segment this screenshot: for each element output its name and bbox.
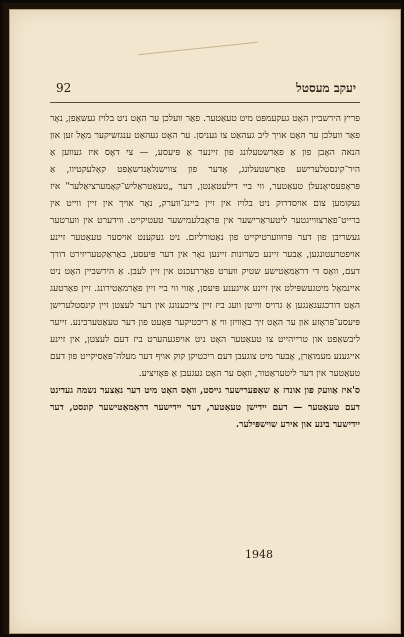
paragraph-main: פריץ הירשביין האָט געקעמפּט מיט טעאַטער. פאַר וועלכן ער האָט ניט בלויז געשאַפן, נאָר פאַר וועלכן ער האָט אויך ליב געהאַט צו געניסן. ער האָט געהאַט ענגזשיקער מאָל זען און הנאה האָבן פון אַ פאַרשטעלונג פון זיינער אַ פּיעסע, — צי דאָס איז געווען אַ היר־קינסטלערישע פאַרשטעלונג, אָדער פון צווישנלאַנדשאַפט קאָלעקטיוו, אַ פּראָפעסיאָנעלן טעאַטער, ווי ביי דילעטאַנטן, דער „טעאַטראַליש־קאָמערציאַלער" איז געקומען צום אויסדרוק ניט בלויז אין זיין ביינג־ווערק, נאָר אויך אין זיין ווייט אין ברייט־פאַרצווייגטער ליטעראַרישער אין פּראָבלעמישער טעטיקייט. ווידערט אין ווערטער געשריבן פון דער פּרוּווערטיקייט פון נאַטורליזם. ניט געקענט אויסער טעאַטער זיינע אויפטרעטונגען, אַבער זיינע כשרונות זיינען נאָר אין דער פּיעסע, באַראַקטעריזירט דורך דעם, וואָס די דראַמאַטישע שטיק ווערט פאַררעכנט אין זיין לעבן. אַ הירשביין האָט ניט איינמאָל מיטגעשפּילט אין זיינע אייגענע פּיעסן, אַזוי ווי ביי זיין פאַרמאַטירונג. זיין פאַרטעג האָט דורכגעגאַנגען אַ גרויס ווייטן וועג ביז זיין צייכענונג אין דער לעצטן זיין קינסטלערישן פּיעסע־פּראָזע און ער האָט זיך באַוויזן ווי אַ ריכטיקער פּאָעט פון דער טעאַטערבינע. זייער ליבשאַפט און טרייהייט צו טעאַטער האָט ניט אויפגעהערט ביז דעם לעצטן, אין זיינע אייגענע מעמואַרן, אָבער מיט צוגעבן דעם ריכטיקן קוק אויף דער מעלה־פּאַסיקייט פון דעם טעאַטער אין דער ליטעראַטור, וואָס ער האָט געגעבן אַ פּאָזיציע.: [50, 114, 360, 379]
body-text: [50, 111, 360, 434]
header-rule: [50, 102, 360, 103]
book-page: [9, 9, 401, 634]
page-header: [50, 81, 360, 99]
running-head: יעקב מעסטל: [296, 81, 356, 95]
paragraph-closing: ס'איז אַוועק פון אונדז אַ שאַפערישער גייסט, וואָס האָט מיט דער נאַצער נשמה געדינט דעם טעאַטער — דעם יידישן טעאַטער, דער יידישער דראַמאַטישער קונסט, דער יידישער בינע און אירע שוישפּילער.: [50, 386, 360, 430]
scan-artifact-line: [138, 42, 257, 56]
year-date: 1948: [245, 548, 273, 561]
page-number: 92: [56, 81, 72, 95]
